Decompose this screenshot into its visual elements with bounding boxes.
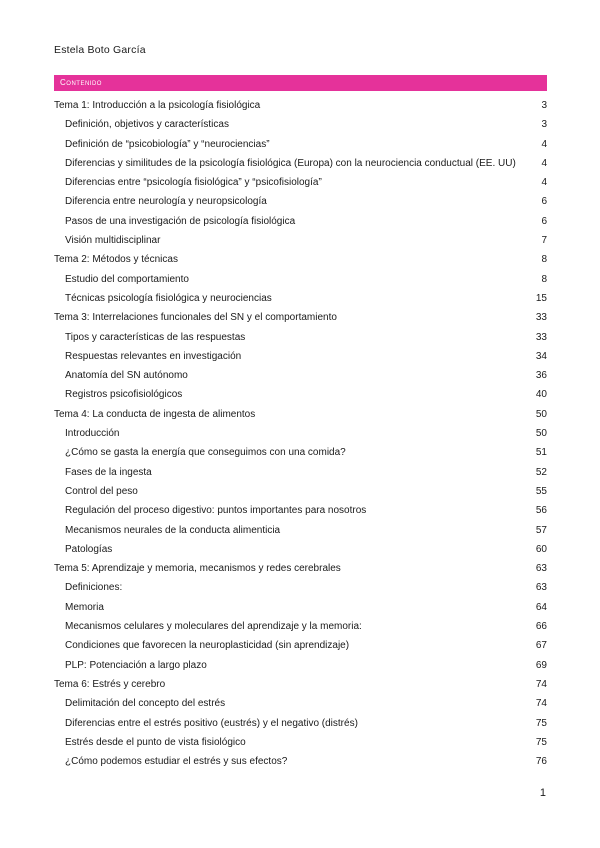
toc-section-link[interactable] (54, 482, 547, 501)
toc-section-link[interactable] (54, 617, 547, 636)
toc-section-link[interactable] (54, 656, 547, 675)
toc-section-link[interactable] (54, 752, 547, 771)
toc-entry-page: 3 (541, 119, 547, 131)
toc-entry-page: 4 (541, 138, 547, 150)
toc-section-link[interactable] (54, 443, 547, 462)
toc-entry-title: Mecanismos neurales de la conducta alimenticia (65, 524, 281, 536)
toc-section-link[interactable] (54, 521, 547, 540)
toc-entry-title: Regulación del proceso digestivo: puntos importantes para nosotros (65, 505, 367, 517)
toc-entry-title: Registros psicofisiológicos (65, 389, 183, 401)
toc-entry-title: Pasos de una investigación de psicología fisiológica (65, 215, 296, 227)
toc-chapter-link[interactable] (54, 559, 547, 578)
toc-entry-page: 75 (535, 717, 547, 729)
toc-entry-page: 66 (535, 621, 547, 633)
toc-entry-page: 50 (535, 408, 547, 420)
toc-entry-title: Tema 2: Métodos y técnicas (54, 254, 178, 266)
toc-section-link[interactable] (54, 154, 547, 173)
toc-entry-title: ¿Cómo se gasta la energía que conseguimos con una comida? (65, 447, 346, 459)
table-of-contents (54, 96, 547, 771)
toc-entry-page: 52 (535, 466, 547, 478)
toc-entry-title: Memoria (65, 601, 104, 613)
toc-entry-page: 34 (535, 350, 547, 362)
toc-entry-title: Definición de “psicobiología” y “neurociencias” (65, 138, 270, 150)
toc-entry-title: Definición, objetivos y características (65, 119, 229, 131)
toc-entry-page: 15 (535, 292, 547, 304)
toc-entry-title: Mecanismos celulares y moleculares del aprendizaje y la memoria: (65, 621, 362, 633)
toc-entry-title: Tema 3: Interrelaciones funcionales del SN y el comportamiento (54, 312, 337, 324)
toc-entry-page: 3 (541, 100, 547, 111)
toc-section-link[interactable] (54, 270, 547, 289)
toc-section-link[interactable] (54, 733, 547, 752)
toc-entry-page: 67 (535, 640, 547, 652)
toc-section-link[interactable] (54, 192, 547, 211)
toc-section-link[interactable] (54, 714, 547, 733)
toc-entry-title: Tipos y características de las respuestas (65, 331, 246, 343)
toc-entry-title: Anatomía del SN autónomo (65, 370, 188, 382)
toc-section-link[interactable] (54, 540, 547, 559)
toc-entry-page: 8 (541, 273, 547, 285)
toc-entry-page: 56 (535, 505, 547, 517)
toc-entry-title: Diferencias entre el estrés positivo (eustrés) y el negativo (distrés) (65, 717, 358, 729)
toc-section-link[interactable] (54, 115, 547, 134)
toc-section-link[interactable] (54, 424, 547, 443)
toc-entry-page: 6 (541, 215, 547, 227)
toc-entry-title: Delimitación del concepto del estrés (65, 698, 226, 710)
toc-entry-page: 40 (535, 389, 547, 401)
toc-entry-title: Tema 5: Aprendizaje y memoria, mecanismos y redes cerebrales (54, 563, 341, 575)
toc-section-link[interactable] (54, 328, 547, 347)
contents-banner: Contenido (54, 75, 547, 91)
toc-entry-page: 4 (541, 157, 547, 169)
toc-entry-title: Tema 1: Introducción a la psicología fisiológica (54, 100, 261, 111)
toc-section-link[interactable] (54, 694, 547, 713)
author-name: Estela Boto García (54, 44, 146, 56)
toc-entry-title: Diferencias entre “psicología fisiológica” y “psicofisiología” (65, 177, 322, 189)
toc-section-link[interactable] (54, 636, 547, 655)
toc-entry-title: ¿Cómo podemos estudiar el estrés y sus efectos? (65, 756, 288, 768)
toc-entry-title: Tema 4: La conducta de ingesta de alimentos (54, 408, 256, 420)
toc-entry-title: Diferencia entre neurología y neuropsicología (65, 196, 267, 208)
toc-entry-page: 63 (535, 563, 547, 575)
toc-entry-page: 74 (535, 678, 547, 690)
toc-section-link[interactable] (54, 173, 547, 192)
toc-section-link[interactable] (54, 578, 547, 597)
toc-entry-title: Fases de la ingesta (65, 466, 152, 478)
toc-section-link[interactable] (54, 231, 547, 250)
toc-entry-page: 33 (535, 331, 547, 343)
toc-chapter-link[interactable] (54, 308, 547, 327)
toc-entry-title: PLP: Potenciación a largo plazo (65, 659, 207, 671)
toc-entry-title: Técnicas psicología fisiológica y neurociencias (65, 292, 272, 304)
toc-entry-title: Respuestas relevantes en investigación (65, 350, 242, 362)
toc-entry-title: Definiciones: (65, 582, 123, 594)
toc-entry-page: 50 (535, 428, 547, 440)
toc-entry-page: 51 (535, 447, 547, 459)
toc-entry-page: 64 (535, 601, 547, 613)
toc-section-link[interactable] (54, 463, 547, 482)
toc-section-link[interactable] (54, 598, 547, 617)
toc-entry-title: Visión multidisciplinar (65, 235, 161, 247)
toc-entry-page: 74 (535, 698, 547, 710)
toc-entry-title: Estudio del comportamiento (65, 273, 189, 285)
toc-entry-page: 69 (535, 659, 547, 671)
page-number: 1 (539, 787, 546, 799)
toc-entry-page: 33 (535, 312, 547, 324)
toc-entry-title: Diferencias y similitudes de la psicología fisiológica (Europa) con la neurociencia conductual (EE. UU) (65, 157, 516, 169)
toc-entry-page: 76 (535, 756, 547, 768)
toc-entry-page: 8 (541, 254, 547, 266)
toc-entry-title: Introducción (65, 428, 120, 440)
toc-entry-page: 36 (535, 370, 547, 382)
toc-entry-page: 75 (535, 736, 547, 748)
toc-entry-page: 57 (535, 524, 547, 536)
toc-entry-title: Control del peso (65, 485, 138, 497)
toc-entry-page: 63 (535, 582, 547, 594)
toc-entry-page: 55 (535, 485, 547, 497)
toc-chapter-link[interactable] (54, 405, 547, 424)
toc-section-link[interactable] (54, 385, 547, 404)
toc-chapter-link[interactable] (54, 675, 547, 694)
toc-section-link[interactable] (54, 289, 547, 308)
toc-section-link[interactable] (54, 212, 547, 231)
toc-entry-title: Patologías (65, 543, 113, 555)
toc-entry-page: 6 (541, 196, 547, 208)
toc-entry-title: Estrés desde el punto de vista fisiológico (65, 736, 246, 748)
toc-entry-page: 7 (541, 235, 547, 247)
toc-section-link[interactable] (54, 501, 547, 520)
toc-entry-title: Condiciones que favorecen la neuroplasticidad (sin aprendizaje) (65, 640, 350, 652)
toc-entry-title: Tema 6: Estrés y cerebro (54, 678, 166, 690)
toc-section-link[interactable] (54, 347, 547, 366)
toc-entry-page: 60 (535, 543, 547, 555)
toc-chapter-link[interactable] (54, 96, 547, 115)
toc-entry-page: 4 (541, 177, 547, 189)
toc-chapter-link[interactable] (54, 250, 547, 269)
toc-section-link[interactable] (54, 366, 547, 385)
toc-section-link[interactable] (54, 135, 547, 154)
